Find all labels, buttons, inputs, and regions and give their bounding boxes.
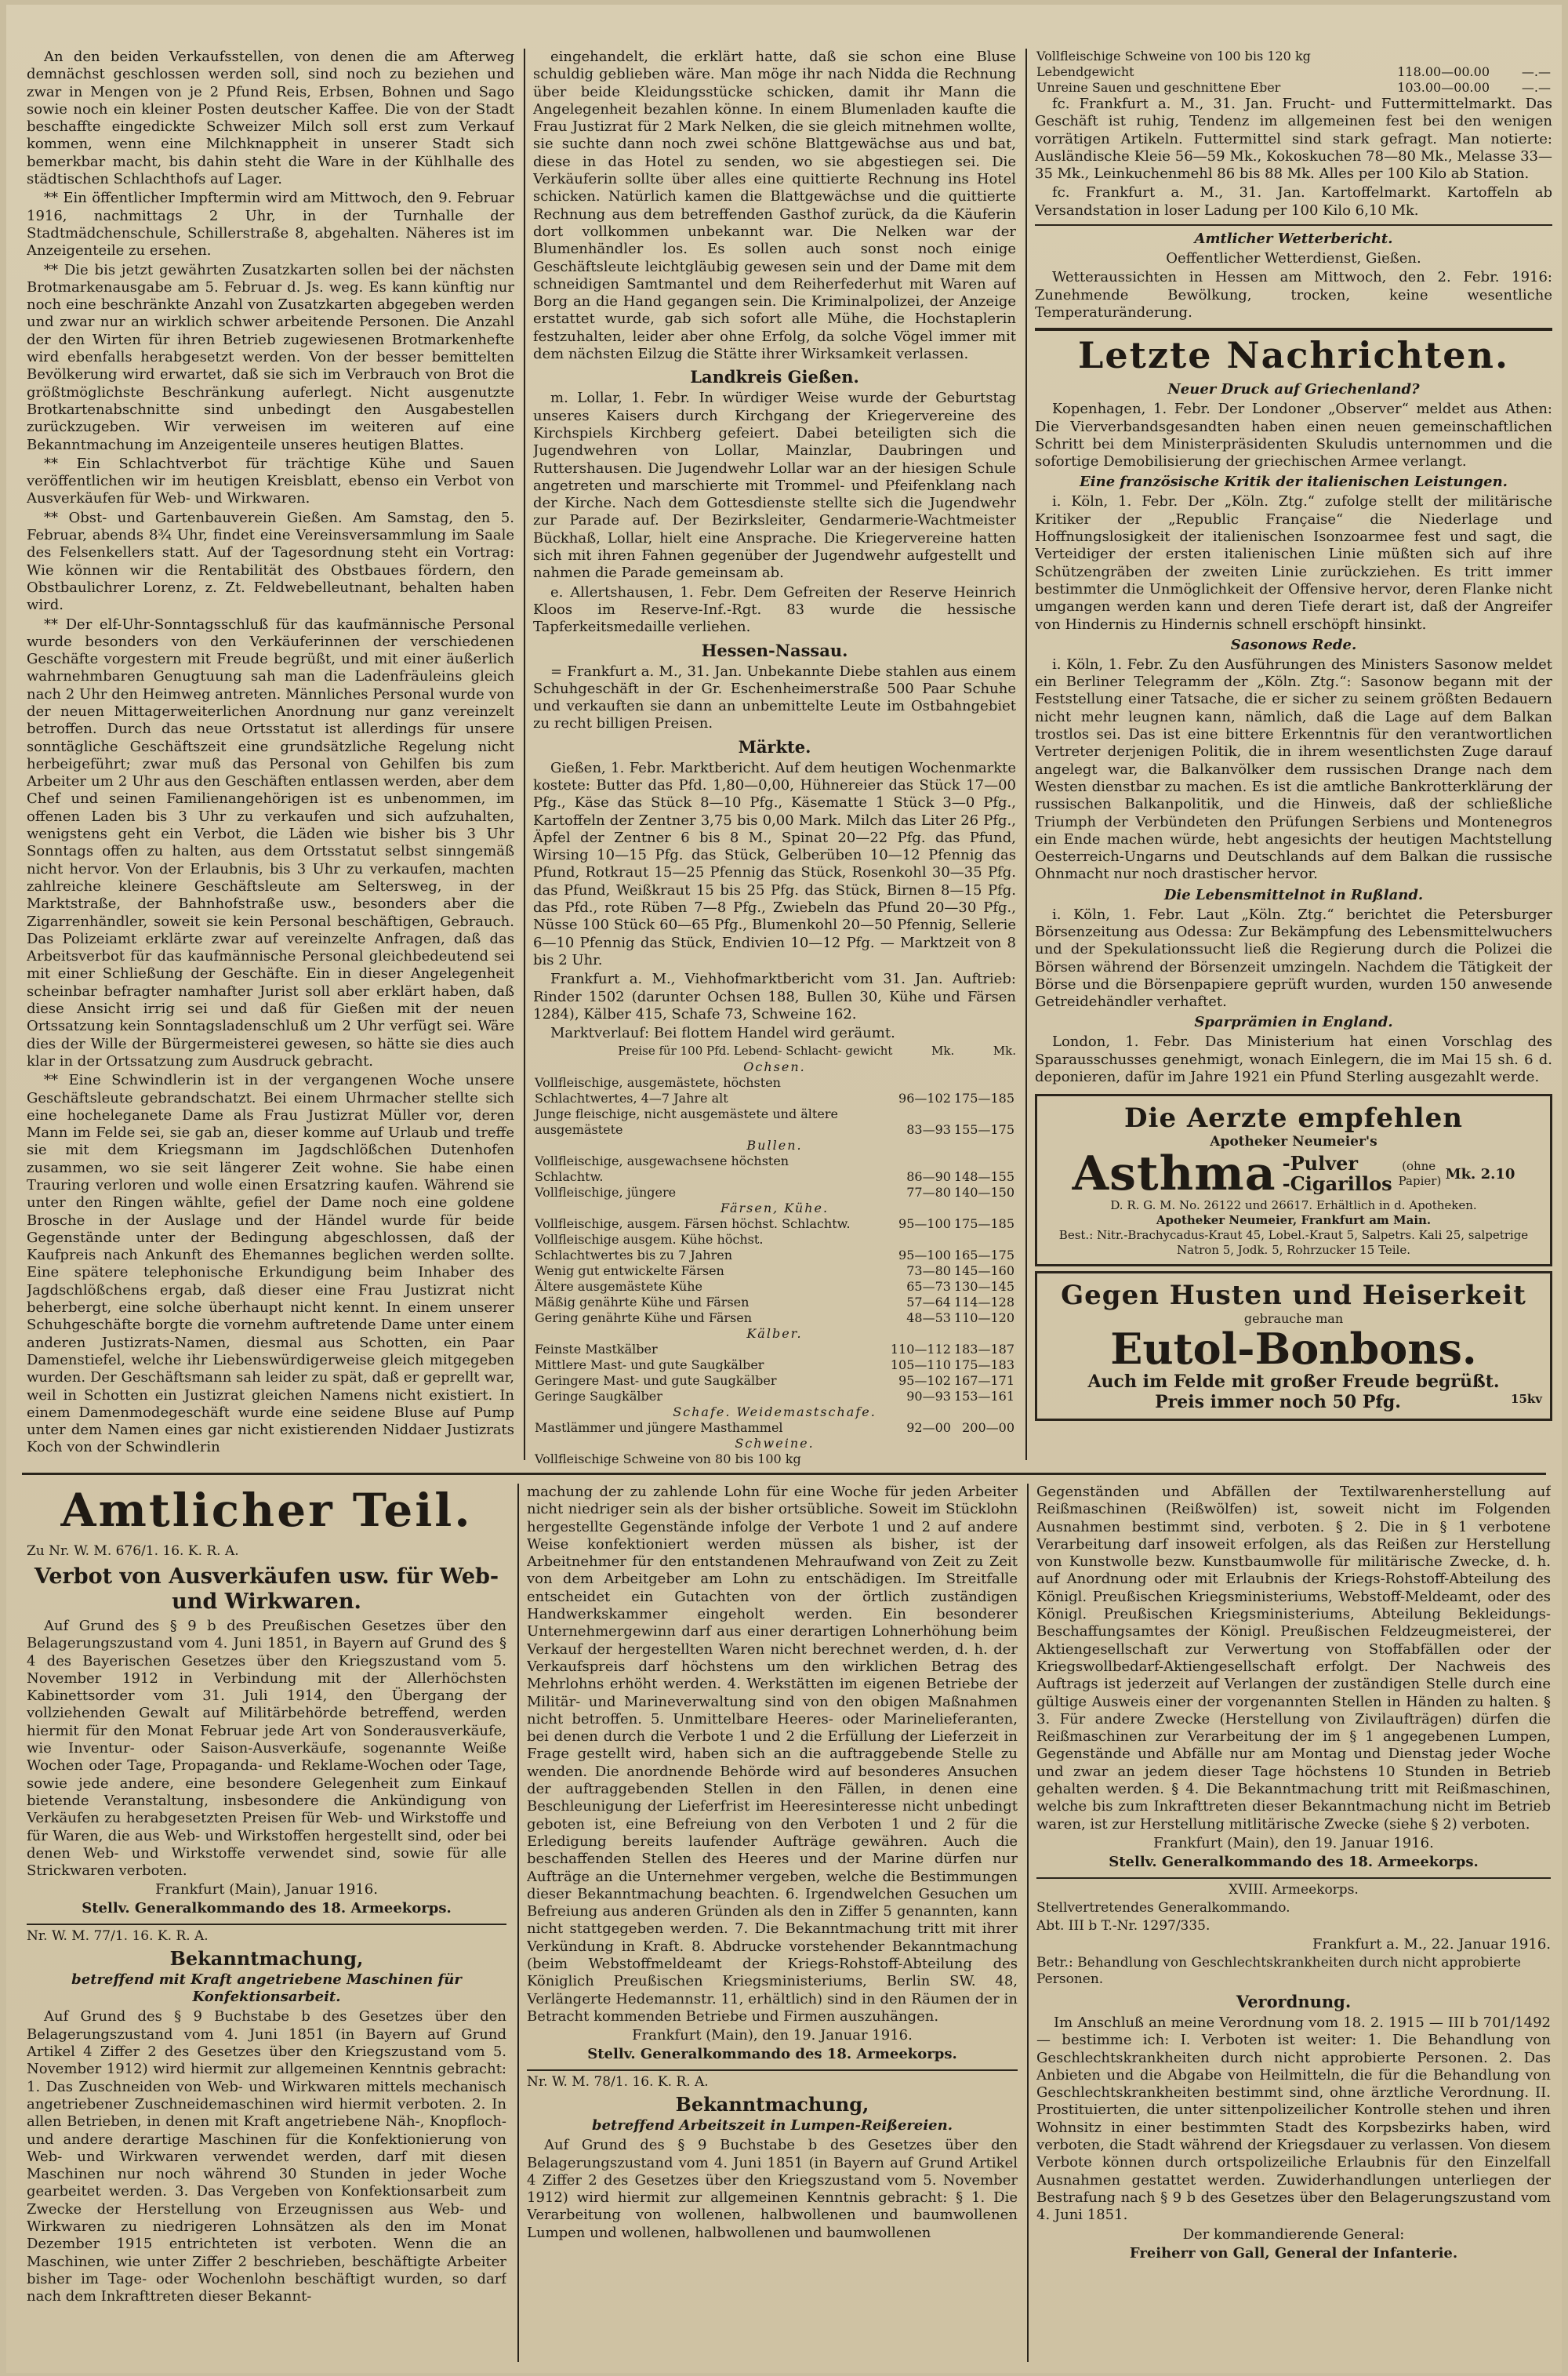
price-value: [953, 1451, 1016, 1468]
price-value: 175—185: [953, 1216, 1014, 1232]
price-label: Feinste Mastkälber: [535, 1342, 658, 1357]
news-paragraph: An den beiden Verkaufsstellen, von denen die am Afterweg demnächst geschlossen werden soll, sind noch zu beziehen und zwar in Mengen von je 2 Pfund Reis, Erbsen, Bohnen und Sago sowie noch ein kleiner Posten deutscher Kaffee. Die von der Stadt beschaffte eingedickte Schweizer Milch soll erst zum Verkauf kommen, wenn eine Milchknappheit in unserer Stadt sich bemerkbar macht, bis dahin steht die Ware in der Kühlhalle des städtischen Schlachthofs auf Lager.: [27, 49, 514, 188]
official-text-3-continued: Gegenständen und Abfällen der Textilwarenherstellung auf Reißmaschinen (Reißwölfen) ist, soweit nicht im Folgenden Ausnahmen bestimmt sind, verboten. § 2. Die in § 1 verbotene Verarbeitung darf insoweit erfolgen, als das Reißen zur Herstellung von Kunstwolle bezw. Kunstbaumwolle für militärische Zwecke, d. h. auf Anordnung oder mit Erlaubnis der Kriegs-Rohstoff-Abteilung des Königl. Preußischen Kriegsministeriums, Webstoff-Meldeamt, oder des Königl. Preußischen Kriegsministeriums, Abteilung Bekleidungs-Beschaffungsamtes der Königl. Preußischen Feldzeugmeisterei, der Aktiengesellschaft zur Verwertung von Stoffabfällen oder der Kriegswollbedarf-Aktiengesellschaft erfolgt. Der Nachweis des Auftrags ist jederzeit auf Verlangen der zuständigen Stelle durch eine gültige Ausweis einer der vorgenannten Stellen in Händen zu halten. § 3. Für andere Zwecke (Herstellung von Zivilaufträgen) dürfen die Reißmaschinen zur Verarbeitung der im § 1 angegebenen Lumpen, Gegenstände und Abfälle nur am Montag und Dienstag jeder Woche und zwar an jedem dieser Tage höchstens 10 Stunden in Betrieb gehalten werden. § 4. Die Bekanntmachung tritt mit Reißmaschinen, welche bis zum Inkrafttreten dieser Bekanntmachung nicht im Betrieb waren, ist zur Herstellung mitlitärische Zwecke (siehe § 2) verboten.: [1036, 1484, 1551, 1833]
latest-news-title: Letzte Nachrichten.: [1078, 334, 1509, 377]
official-date-4: Frankfurt a. M., 22. Januar 1916.: [1312, 1935, 1551, 1953]
price-table: [533, 1059, 1016, 1468]
ad-note: (ohne Papier): [1398, 1159, 1442, 1189]
maerkte-heading: Märkte.: [738, 736, 811, 757]
price-value: 167—171: [953, 1373, 1014, 1389]
price-label: Vollfleischige, jüngere: [535, 1185, 677, 1201]
price-row: [1035, 49, 1552, 80]
price-label: Vollfleischige Schweine von 100 bis 120 kg Lebendgewicht: [1036, 49, 1311, 79]
official-ref-4b: Stellvertretendes Generalkommando.: [1036, 1899, 1290, 1916]
ad2-line-2: Preis immer noch 50 Pfg.: [1155, 1392, 1401, 1413]
official-ref-4c: Abt. III b T.-Nr. 1297/335.: [1036, 1917, 1210, 1934]
price-section-label: Ochsen.: [743, 1059, 806, 1075]
price-label: Vollfleischige Schweine von 80 bis 100 kg: [535, 1451, 801, 1467]
price-header: [533, 1044, 1016, 1058]
price-label: Geringere Mast- und gute Saugkälber: [535, 1373, 777, 1389]
price-label: Geringe Saugkälber: [535, 1389, 662, 1404]
news-paragraph: ** Ein Schlachtverbot für trächtige Kühe und Sauen veröffentlichen wir im heutigen Kreisblatt, ebenso ein Verbot von Ausverkäufen für Web- und Wirkwaren.: [27, 455, 514, 507]
critique-heading: Eine französische Kritik der italienischen Leistungen.: [1080, 474, 1508, 491]
critique-text: i. Köln, 1. Febr. Der „Köln. Ztg.“ zufolge stellt der militärische Kritiker der „Republic Française“ die Niederlage und Hoffnungslosigkeit der italienischen Isonzoarmee fest und sagt, die Verteidiger der ersten italienischen Linie müßten sich auf ihre Schützengräben der zweiten Linie zurückziehen. Es tritt immer bestimmter die Unmöglichkeit der Offensive hervor, deren Flanke nicht umgangen werden kann und deren Tiefe derart ist, daß der Angreifer von Hindernis zu Hindernis schnell erschöpft hinsinkt.: [1035, 493, 1552, 633]
price-row: [533, 1451, 1016, 1468]
price-label: Gering genährte Kühe und Färsen: [535, 1310, 753, 1326]
news-paragraph: ** Ein öffentlicher Impftermin wird am Mittwoch, den 9. Februar 1916, nachmittags 2 Uhr, in der Turnhalle der Stadtmädchenschule, Schillerstraße 8, abgehalten. Näheres ist im Anzeigenteile zu ersehen.: [27, 190, 514, 260]
savings-text: London, 1. Febr. Das Ministerium hat einen Vorschlag des Sparausschusses genehmigt, wonach Einlegern, die im Mai 15 sh. 6 d. deponieren, dafür im Jahre 1921 ein Pfund Sterling ausgezahlt werde.: [1035, 1034, 1552, 1086]
market-paragraph: fc. Frankfurt a. M., 31. Jan. Kartoffelmarkt. Kartoffeln ab Versandstation in loser Ladung per 100 Kilo 6,10 Mk.: [1035, 184, 1552, 219]
official-text-3: Auf Grund des § 9 Buchstabe b des Gesetzes über den Belagerungszustand vom 4. Juni 1851 (in Bayern auf Grund Artikel 4 Ziffer 2 des Gesetzes über den Kriegszustand vom 5. November 1912) wird hiermit zur allgemeinen Kenntnis gebracht: § 1. Die Verarbeitung von wollenen, halbwollenen und baumwollenen Lumpen und wollenen, halbwollenen und baumwollenen: [527, 2137, 1018, 2241]
price-unit-1: Mk.: [931, 1044, 955, 1059]
newspaper-page: [6, 5, 1562, 2373]
ad-product-cigarillos: -Cigarillos: [1282, 1172, 1392, 1196]
price-row: [533, 1310, 1016, 1326]
news-paragraph: ** Eine Schwindlerin ist in der vergangenen Woche unsere Geschäftsleute gebrandschatzt. Bei einem Uhrmacher stellte sich eine hocheleganete Dame als Frau Justizrat Müller vor, deren Mann im Felde sei, sie gab an, dieser komme auf Urlaub und treffe sie mit dem Kriegsmann im Jagdschlößchen Dutenhofen zusammen, wo sie seit längerer Zeit wohne. Sie habe einen Trauring verloren und wolle einen Ersatzring kaufen. Während sie unter den Ringen wählte, gefiel der Dame noch eine goldene Brosche in der Auslage und der Händel wurde für beide Gegenstände unter der Bedingung abgeschlossen, daß der Kaufpreis nach Ankunft des Ehemannes beglichen werden sollte. Eine spätere telephonische Erkundigung beim Inhaber des Jagdschlößchens ergab, daß dieser eine Frau Justizrat nicht beherbergt, eine solche überhaupt nicht kennt. In einem unserer Schuhgeschäfte borgte die vornehm auftretende Dame unter einem anderen Justizrats-Namen, diesmal aus Schotten, ein Paar Damenstiefel, welche ihr Liebenswürdigerweise gleich mitgegeben wurden. Der Geschäftsmann sah leider zu spät, daß er geprellt war, weil in Schotten ein Justizrat gleichen Namens nicht existiert. In einem Damenmodegeschäft wurde eine seidene Bluse auf Pump unter dem Namen eines gar nicht existierenden Niddaer Justizrats Koch von der Schwindlerin: [27, 1072, 514, 1456]
official-ref-2: Nr. W. M. 77/1. 16. K. R. A.: [27, 1928, 209, 1945]
price-label: Vollfleischige, ausgem. Färsen höchst. Schlachtw.: [535, 1216, 851, 1232]
official-ref-4a: XVIII. Armeekorps.: [1229, 1881, 1359, 1898]
price-value: 48—53: [906, 1310, 951, 1326]
price-value: 114—128: [953, 1295, 1014, 1310]
price-value: 110—112: [890, 1342, 951, 1357]
price-value: 110—120: [953, 1310, 1014, 1326]
price-section-row: [533, 1326, 1016, 1342]
price-row: [533, 1153, 1016, 1185]
news-paragraph: ** Der elf-Uhr-Sonntagsschluß für das kaufmännische Personal wurde besonders von den Verkäuferinnen der verschiedenen Geschäfte vorgestern mit Freude begrüßt, und mit einer äußerlich wahrnehmbaren Genugtuung sah man die Ladenfräuleins gleich nach 2 Uhr den Heimweg antreten. Männliches Personal wurde von der neuen Mittagerweiterlichen Anordnung nur ganz vereinzelt betroffen. Durch das neue Ortsstatut ist allerdings für unsere sonntägliche Geschäftszeit eine grundsätzliche Regelung nicht herbeigeführt; zwar muß das Personal von Gehilfen bis zum Arbeiter um 2 Uhr aus den Geschäften entlassen werden, aber dem Chef und seinen Familienangehörigen ist es unbenommen, im offenen Laden bis 3 Uhr zu verkaufen und sich aufzuhalten, wenigstens geht ein Verbot, die Läden wie bisher bis 3 Uhr Sonntags offen zu halten, aus dem Ortsstatut selbst sinngemäß nicht hervor. Von der Erlaubnis, bis 3 Uhr zu verkaufen, machten zahlreiche kleinere Geschäftsleute am Seltersweg, in der Marktstraße, der Bahnhofstraße usw., besonders aber die Zigarrenhändler, soweit sie kein Personal beschäftigen, Gebrauch. Das Polizeiamt erklärte zwar auf vereinzelte Anfragen, daß das Arbeitsverbot für das kaufmännische Personal gleichbedeutend sei mit einer Schließung der Geschäfte. Ein in dieser Angelegenheit scheinbar befragter namhafter Jurist soll aber erklärt haben, daß diese Ansicht irrig sei und daß für Gießen mit der neuen Ortssatzung kein Sonntagsladenschluß um 2 Uhr verfügt sei. Wäre dies der Wille der Bürgermeisterei gewesen, so hätte sie dies auch klar in der Ortssatzung zum Ausdruck gebracht.: [27, 616, 514, 1070]
official-text-2-continued: machung der zu zahlende Lohn für eine Woche für jeden Arbeiter nicht niedriger sein als der bisher ortsübliche. Soweit im Stücklohn hergestellte Gegenstände infolge der Verbote 1 und 2 auf andere Weise konfektioniert werden müssen als bisher, ist der Arbeitnehmer für den entstandenen Mehraufwand von Zeit zu Zeit von dem Arbeitgeber am Lohn zu entschädigen. Im Streitfalle entscheidet ein Gutachten von der örtlich zuständigen Handwerkskammer eingeholt werden. Ein besonderer Unternehmergewinn darf aus einer derartigen Lohnerhöhung beim Verkauf der hergestellten Waren nicht berechnet werden, d. h. der Verkaufspreis darf höchstens um den wirklichen Betrag des Mehrlohns erhöht werden. 4. Werkstätten im eigenen Betriebe der Militär- und Marineverwaltung sind von den obigen Maßnahmen nicht betroffen. 5. Unmittelbare Heeres- oder Marinelieferanten, bei denen durch die Verbote 1 und 2 die Erfüllung der Lieferzeit in Frage gestellt wird, haben sich an die auftraggebende Stelle zu wenden. Die anordnende Behörde wird auf besonderes Ansuchen der auftraggebenden Stellen in den Fällen, in denen eine Beschleunigung der Lieferfrist im Heeresinteresse nicht unbedingt geboten ist, eine Befreiung von den Verboten 1 und 2 für die Erledigung bereits laufender Aufträge gewähren. Auch die beschaffenden Stellen des Heeres und der Marine dürfen nur Aufträge an die Unternehmer vergeben, welche die Bestimmungen dieser Bekanntmachung beachten. 6. Irgendwelchen Gesuchen um Befreiung aus anderen Gründen als den in Ziffer 5 genannten, kann nicht stattgegeben werden. 7. Die Bekanntmachung tritt mit ihrer Verkündung in Kraft. 8. Abdrucke vorstehender Bekanntmachung (beim Webstoffmeldeamt der Kriegs-Rohstoff-Abteilung des Königlich Preußischen Kriegsministeriums, Berlin SW. 48, Verlängerte Hedemannstr. 11, erhältlich) sind in den Räumen der in Betracht kommenden Betriebe und Firmen auszuhängen.: [527, 1484, 1018, 2025]
price-section-row: [533, 1201, 1016, 1216]
official-signature-1: Stellv. Generalkommando des 18. Armeekorps.: [82, 1900, 452, 1917]
price-row: [533, 1295, 1016, 1310]
official-date-3: Frankfurt (Main), den 19. Januar 1916.: [1153, 1834, 1434, 1851]
price-label: Vollfleischige ausgem. Kühe höchst. Schlachtwertes bis zu 7 Jahren: [535, 1232, 764, 1263]
official-general-name: Freiherr von Gall, General der Infanterie.: [1129, 2244, 1458, 2262]
price-label: Mastlämmer und jüngere Masthammel: [535, 1420, 783, 1436]
price-value: 86—90: [906, 1169, 951, 1185]
price-value: 200—00: [962, 1420, 1014, 1436]
official-signature-2: Stellv. Generalkommando des 18. Armeekorps.: [587, 2046, 957, 2063]
ad-line-2: Apotheker Neumeier, Frankfurt am Main.: [1156, 1213, 1432, 1228]
price-value: 96—102: [898, 1091, 951, 1106]
price-row: [533, 1106, 1016, 1138]
official-text-1: Auf Grund des § 9 b des Preußischen Gesetzes über den Belagerungszustand vom 4. Juni 1851, in Bayern auf Grund des § 4 des Bayerischen Gesetzes über den Kriegszustand vom 5. November 1912 in Verbindung mit der Allerhöchsten Kabinettsorder vom 31. Juli 1914, den Übergang der vollziehenden Gewalt auf Militärbehörde betreffend, werden hiermit für den Monat Februar jede Art von Sonderausverkäufe, wie Inventur- oder Saison-Ausverkäufe, sogenannte Weiße Wochen oder Tage, Propaganda- und Reklame-Wochen oder Tage, sowie jede andere, eine besondere Gelegenheit zum Einkauf bietende Veranstaltung, insbesondere die Ankündigung von Verkäufen zu herabgesetzten Preisen für Web- und Wirkstoffe und für Waren, die aus Web- und Wirkstoffen hergestellt sind, oder bei denen Web- und Wirkstoffe verwendet sind, sowie für alle Strickwaren verboten.: [27, 1618, 506, 1880]
price-row: [1035, 80, 1552, 96]
official-column-3: [1036, 1484, 1551, 2362]
price-row: [533, 1389, 1016, 1404]
price-label: Junge fleischige, nicht ausgemästete und ältere ausgemästete: [535, 1106, 838, 1138]
price-label: Vollfleischige, ausgewachsene höchsten Schlachtw.: [535, 1153, 789, 1185]
price-row: [533, 1185, 1016, 1201]
hessen-heading: Hessen-Nassau.: [701, 640, 848, 660]
price-label: Wenig gut entwickelte Färsen: [535, 1263, 724, 1279]
market-paragraph: Frankfurt a. M., Viehhofmarktbericht vom 31. Jan. Auftrieb: Rinder 1502 (darunter Ochsen 188, Bullen 30, Kühe und Färsen 1284), Kälber 415, Schafe 73, Schweine 162.: [533, 971, 1016, 1023]
price-label: Ältere ausgemästete Kühe: [535, 1279, 703, 1295]
column-rule: [517, 1484, 519, 2362]
price-label: Mäßig genährte Kühe und Färsen: [535, 1295, 750, 1310]
official-subject: Betr.: Behandlung von Geschlechtskrankheiten durch nicht approbierte Personen.: [1036, 1954, 1521, 1987]
official-signature-3: Stellv. Generalkommando des 18. Armeekorps.: [1109, 1853, 1479, 1870]
official-column-2: [527, 1484, 1018, 2362]
price-value: 165—175: [953, 1248, 1014, 1263]
news-paragraph: m. Lollar, 1. Febr. In würdiger Weise wurde der Geburtstag unseres Kaisers durch Kirchgang der Kriegervereine des Kirchspiels Kirchberg gefeiert. Dabei beteiligten sich die Jugendwehren von Lollar, Mainzlar, Daubringen und Ruttershausen. Die Jugendwehr Lollar war an der hiesigen Schule angetreten und marschierte mit Trommel- und Pfeifenklang nach der Kirche. Nach dem Gottesdienste stellte sich die Jugendwehr zur Parade auf. Der Bezirksleiter, Gendarmerie-Wachtmeister Bückhaß, Lollar, hielt eine Ansprache. Die Kriegervereine hatten sich mit ihren Fahnen gegenüber der Jugendwehr aufgestellt und nahmen die Parade gemeinsam ab.: [533, 390, 1016, 582]
sasonow-heading: Sasonows Rede.: [1230, 636, 1357, 653]
price-value: 148—155: [953, 1169, 1014, 1185]
weather-heading: Amtlicher Wetterbericht.: [1194, 231, 1393, 248]
market-paragraph: fc. Frankfurt a. M., 31. Jan. Frucht- und Futtermittelmarkt. Das Geschäft ist ruhig, Tendenz im allgemeinen fest bei den wenigen vorrätigen Artikeln. Futtermittel sind stark gefragt. Man notierte: Ausländische Kleie 56—59 Mk., Kokoskuchen 78—80 Mk., Melasse 33—35 Mk., Leinkuchenmehl 86 bis 88 Mk. Alles per 100 Kilo ab Station.: [1035, 96, 1552, 183]
price-section-label: Schafe. Weidemastschafe.: [673, 1404, 877, 1420]
price-label: Unreine Sauen und geschnittene Eber: [1036, 80, 1281, 95]
official-date-2: Frankfurt (Main), den 19. Januar 1916.: [632, 2027, 913, 2044]
official-general-title: Der kommandierende General:: [1182, 2225, 1405, 2243]
official-text-4: Im Anschluß an meine Verordnung vom 18. 2. 1915 — III b 701/1492 — bestimme ich: I. Verboten ist weiter: 1. Die Behandlung von Geschlechtskrankheiten durch nicht approbierte Personen. 2. Das Anbieten und die Abgabe von Heilmitteln, die für die Behandlung von Geschlechtskrankheiten bestimmt sind, ohne ärztliche Verordnung. II. Prostituierten, die unter sittenpolizeilicher Kontrolle stehen und ihren Wohnsitz in einer bestimmten Stadt des Korpsbezirks haben, wird verboten, die Stadt während der Kriegsdauer zu verlassen. Von diesem Verbote können durch ortspolizeiliche Erlaubnis für den Einzelfall Ausnahmen gestattet werden. Zuwiderhandlungen unterliegen der Bestrafung nach § 9 b des Gesetzes über den Belagerungszustand vom 4. Juni 1851.: [1036, 2014, 1551, 2224]
landkreis-paragraphs: [533, 390, 1016, 636]
price-section-row: [533, 1138, 1016, 1153]
market-paragraph: Gießen, 1. Febr. Marktbericht. Auf dem heutigen Wochenmarkte kostete: Butter das Pfd. 1,80—0,00, Hühnereier das Stück 17—00 Pfg., Käse das Stück 8—10 Pfg., Käsematte 1 Stück 3—0 Pfg., Kartoffeln der Zentner 3,75 bis 0,00 Mark. Milch das Liter 26 Pfg., Äpfel der Zentner 6 bis 8 M., Spinat 20—22 Pfg. das Pfund, Wirsing 10—15 Pfg. das Stück, Gelberüben 10—12 Pfennig das Pfund, Rotkraut 15—25 Pfennig das Stück, Rosenkohl 30—35 Pfg. das Pfund, Weißkraut 15 bis 25 Pfg. das Stück, Birnen 8—15 Pfg. das Pfd., rote Rüben 7—8 Pfg., Zwiebeln das Pfund 20—30 Pfg., Nüsse 100 Stück 60—65 Pfg., Blumenkohl 20—50 Pfennig, Sellerie 6—10 Pfennig das Stück, Endivien 10—12 Pfg. — Marktzeit von 8 bis 2 Uhr.: [533, 759, 1016, 968]
ad-product-powder: -Pulver: [1282, 1152, 1359, 1175]
price-value: 130—145: [953, 1279, 1014, 1295]
price-section-row: [533, 1059, 1016, 1075]
ad2-code: 15kv: [1511, 1392, 1542, 1407]
ad-price: Mk. 2.10: [1445, 1165, 1515, 1183]
price-section-row: [533, 1436, 1016, 1451]
official-heading-3: Bekanntmachung,: [675, 2093, 869, 2116]
price-value: 155—175: [953, 1122, 1014, 1138]
food-heading: Die Lebensmittelnot in Rußland.: [1163, 886, 1424, 903]
greece-heading: Neuer Druck auf Griechenland?: [1167, 381, 1420, 398]
official-subheading-3: betreffend Arbeitszeit in Lumpen-Reißereien.: [592, 2117, 953, 2134]
price-value: 92—00: [906, 1420, 951, 1436]
section-rule: [22, 1473, 1546, 1475]
price-section-label: Kälber.: [746, 1326, 803, 1342]
maerkte-paragraphs: [533, 760, 1016, 1043]
price-section-label: Färsen, Kühe.: [720, 1201, 829, 1216]
official-date-1: Frankfurt (Main), Januar 1916.: [155, 1881, 378, 1898]
weather-subheading: Oeffentlicher Wetterdienst, Gießen.: [1166, 250, 1421, 267]
price-table-continued: [1035, 49, 1552, 96]
official-heading-4: Verordnung.: [1236, 1991, 1352, 2011]
price-value: 77—80: [906, 1185, 951, 1201]
market-paragraphs: [1035, 96, 1552, 220]
middle-column: [533, 49, 1016, 1468]
price-value: 153—161: [953, 1389, 1014, 1404]
ad-headline: Die Aerzte empfehlen: [1124, 1103, 1463, 1135]
price-row: [533, 1357, 1016, 1373]
price-value: 73—80: [906, 1263, 951, 1279]
middle-paragraphs: [533, 49, 1016, 363]
column-rule: [1025, 49, 1027, 1460]
price-value: 65—73: [906, 1279, 951, 1295]
ad2-line-1: Auch im Felde mit großer Freude begrüßt.: [1087, 1371, 1500, 1393]
price-value: —.—: [1521, 80, 1551, 95]
ad-brand: Asthma: [1072, 1146, 1276, 1202]
price-row: [533, 1420, 1016, 1436]
price-value: 95—100: [898, 1216, 951, 1232]
price-row: [533, 1216, 1016, 1232]
asthma-advertisement: [1035, 1094, 1552, 1266]
official-section-title: Amtlicher Teil.: [60, 1484, 473, 1537]
landkreis-heading: Landkreis Gießen.: [690, 367, 859, 387]
price-value: 183—187: [953, 1342, 1014, 1357]
news-paragraph: ** Obst- und Gartenbauverein Gießen. Am Samstag, den 5. Februar, abends 8¾ Uhr, findet eine Vereinsversammlung im Saale des Felsenkellers statt. Auf der Tagesordnung steht ein Vortrag: Wie können wir die Rentabilität des Obstbaues fördern, den Obstbaulichrer Lorenz, z. Zt. Feldwebelleutnant, behalten haben wird.: [27, 509, 514, 614]
price-row: [533, 1232, 1016, 1263]
price-value: 57—64: [906, 1295, 951, 1310]
ad-line-1: D. R. G. M. No. 26122 und 26617. Erhältlich in d. Apotheken.: [1110, 1198, 1477, 1213]
right-column: [1035, 49, 1552, 1468]
ad2-brand: Eutol-Bonbons.: [1110, 1324, 1477, 1375]
price-row: [533, 1342, 1016, 1357]
price-section-label: Bullen.: [746, 1138, 803, 1153]
price-value: 140—150: [953, 1185, 1014, 1201]
section-rule: [1035, 224, 1552, 226]
price-value: 95—102: [898, 1373, 951, 1389]
ad2-headline: Gegen Husten und Heiserkeit: [1061, 1280, 1526, 1312]
price-unit-2: Mk.: [993, 1044, 1016, 1059]
official-heading-2: Bekanntmachung,: [169, 1947, 364, 1971]
ad-line-3: Best.: Nitr.-Brachycadus-Kraut 45, Lobel.-Kraut 5, Salpetrs. Kali 25, salpetrige Natron 5, Jodk. 5, Rohrzucker 15 Teile.: [1058, 1228, 1529, 1258]
left-paragraphs: [27, 49, 514, 1457]
food-text: i. Köln, 1. Febr. Laut „Köln. Ztg.“ berichtet die Petersburger Börsenzeitung aus Odessa: Zur Bekämpfung des Lebensmittelwuchers und der Spekulationssucht ließ die Regierung durch die Polizei die Börsen während der Börsenzeit umzingeln. Nachdem die Tätigkeit der Börse und die Börsenpapiere geprüft wurden, wurden 150 anwesende Getreidehändler verhaftet.: [1035, 906, 1552, 1011]
price-label: Vollfleischige, ausgemästete, höchsten Schlachtwertes, 4—7 Jahre alt: [535, 1075, 781, 1106]
price-value: 118.00—00.00: [1397, 64, 1490, 79]
hessen-paragraph: = Frankfurt a. M., 31. Jan. Unbekannte Diebe stahlen aus einem Schuhgeschäft in der Gr. Eschenheimerstraße 500 Paar Schuhe und verkauften sie dann an unbemittelte Leute im Ostbahngebiet zu recht billigen Preisen.: [533, 663, 1016, 732]
price-value: 83—93: [906, 1122, 951, 1138]
price-value: 103.00—00.00: [1397, 80, 1490, 95]
price-row: [533, 1279, 1016, 1295]
price-value: 95—100: [898, 1248, 951, 1263]
price-row: [533, 1373, 1016, 1389]
price-header-text: Preise für 100 Pfd. Lebend- Schlacht- gewicht: [618, 1044, 893, 1059]
greece-text: Kopenhagen, 1. Febr. Der Londoner „Observer“ meldet aus Athen: Die Vierverbandsgesandten haben einen neuen gemeinschaftlichen Schritt bei dem Ministerpräsidenten Skuludis unternommen und die sofortige Demobilisierung der griechischen Armee verlangt.: [1035, 401, 1552, 470]
price-section-label: Schweine.: [735, 1436, 815, 1451]
price-value: —.—: [1521, 64, 1551, 79]
price-value: 175—183: [953, 1357, 1014, 1373]
price-section-row: [533, 1404, 1016, 1420]
eutol-advertisement: [1035, 1271, 1552, 1421]
column-rule: [524, 49, 525, 1460]
market-paragraph: Marktverlauf: Bei flottem Handel wird geräumt.: [550, 1025, 895, 1042]
column-rule: [1027, 1484, 1029, 2362]
weather-text: Wetteraussichten in Hessen am Mittwoch, den 2. Febr. 1916: Zunehmende Bewölkung, trocken, keine wesentliche Temperaturänderung.: [1035, 269, 1552, 321]
price-row: [533, 1075, 1016, 1106]
news-paragraph: eingehandelt, die erklärt hatte, daß sie schon eine Bluse schuldig geblieben wäre. Man möge ihr nach Nidda die Rechnung über beide Kleidungsstücke schicken, damit ihr Mann die Angelegenheit bezahlen könne. In einem Blumenladen kaufte die Frau Justizrat für 2 Mark Nelken, die sie gleich mitnehmen wollte, sie suchte dann noch zwei schöne Blattgewächse aus und bat, diese in das Hotel zu senden, wo sie abgestiegen sei. Die Verkäuferin sollte über alles eine quittierte Rechnung ins Hotel schicken. Natürlich kamen die Blattgewächse und die quittierte Rechnung aus dem betreffenden Gasthof zurück, da die Käuferin dort vollkommen unbekannt war. Die Nelken war der Blumenhändler los. Es sollen auch sonst noch einige Geschäftsleute leichtgläubig gewesen sein und der Dame mit dem schneidigen Samtmantel und dem Reiherfederhut mit Waren auf Borg an die Hand gegangen sein. Die Kriminalpolizei, der Anzeige erstattet wurde, gab sich sofort alle Mühe, die Hochstaplerin festzuhalten, leider aber ohne Erfolg, da solche Vögel immer mit dem nächsten Eilzug die Stätte ihrer Wirksamkeit verlassen.: [533, 49, 1016, 363]
official-heading-1: Verbot von Ausverkäufen usw. für Web- und Wirkwaren.: [34, 1564, 499, 1614]
official-subheading-2: betreffend mit Kraft angetriebene Maschinen für Konfektionsarbeit.: [71, 1971, 462, 2006]
left-column: [27, 49, 514, 1468]
official-text-2: Auf Grund des § 9 Buchstabe b des Gesetzes über den Belagerungszustand vom 4. Juni 1851 (in Bayern auf Grund Artikel 4 Ziffer 2 des Gesetzes über den Kriegszustand vom 5. November 1912) wird hiermit zur allgemeinen Kenntnis gebracht: 1. Das Zuschneiden von Web- und Wirkwaren mittels mechanisch angetriebener Zuschneidemaschinen wird hiermit verboten. 2. In allen Betrieben, in denen mit Kraft angetriebene Näh-, Knopfloch- und andere derartige Maschinen für die Konfektionierung von Web- und Wirkwaren verwendet werden, darf mit diesen Maschinen nur noch während 30 Stunden in jeder Woche gearbeitet werden. 3. Das Vergeben von Konfektionsarbeit zum Zwecke der Herstellung von Erzeugnissen aus Web- und Wirkwaren zu niedrigeren Lohnsätzen als den im Monat Dezember 1915 entrichteten ist verboten. Wenn die an Maschinen, wie unter Ziffer 2 beschrieben, beschäftigte Arbeiter bisher im Tage- oder Wochenlohn beschäftigt wurden, so darf nach dem Inkrafttreten dieser Bekannt-: [27, 2008, 506, 2305]
sasonow-text: i. Köln, 1. Febr. Zu den Ausführungen des Ministers Sasonow meldet ein Berliner Telegramm der „Köln. Ztg.“: Sasonow begann mit der Feststellung einer Tatsache, die er sicher zu seinem größten Bedauern nicht mehr leugnen kann, nämlich, daß die Lage auf dem Balkan trostlos sei. Das ist eine bittere Erkenntnis für den verantwortlichen Vertreter derjenigen Politik, die in ihrem wesentlichsten Zuge darauf angelegt war, die Balkanvölker dem russischen Drange nach dem Westen dienstbar zu machen. Es ist die amtliche Bankrotterklärung der russischen Balkanpolitik, und die Hinweis, daß der schließliche Triumph der Verbündeten den Prüfungen Serbiens und Montenegros ein Ende machen würde, hebt angesichts der heutigen Machtstellung Oesterreich-Ungarns und Deutschlands auf dem Balkan die russische Ohnmacht nur noch drastischer hervor.: [1035, 656, 1552, 883]
price-value: 175—185: [953, 1091, 1014, 1106]
news-paragraph: e. Allertshausen, 1. Febr. Dem Gefreiten der Reserve Heinrich Kloos im Reserve-Inf.-Rgt. 83 wurde die hessische Tapferkeitsmedaille verliehen.: [533, 583, 1016, 636]
price-value: [857, 1451, 953, 1468]
price-row: [533, 1263, 1016, 1279]
official-column-1: [27, 1484, 506, 2362]
ad2-sub: gebrauche man: [1243, 1311, 1344, 1327]
official-ref-3: Nr. W. M. 78/1. 16. K. R. A.: [527, 2074, 709, 2091]
ad-maker: Apotheker Neumeier's: [1210, 1134, 1377, 1150]
official-ref-1: Zu Nr. W. M. 676/1. 16. K. R. A.: [27, 1543, 239, 1559]
news-paragraph: ** Die bis jetzt gewährten Zusatzkarten sollen bei der nächsten Brotmarkenausgabe am 5. Februar d. Js. weg. Es kann künftig nur noch eine beschränkte Anzahl von Zusatzkarten abgegeben werden und zwar nur an wirklich schwer arbeitende Personen. Die Anzahl der den Wirten für ihren Betrieb zugewiesenen Brotmarkenhefte wird ebenfalls herabgesetzt werden. Von der besser bemittelten Bevölkerung wird erwartet, daß sie sich im Verbrauch von Brot die größtmöglichste Beschränkung auferlegt. Nicht ausgenutzte Brotkartenabschnitte sind unbedingt den Ausgabestellen zurückzugeben. Wir verweisen im weiteren auf eine Bekanntmachung im Anzeigenteile unseres heutigen Blattes.: [27, 261, 514, 453]
savings-heading: Sparprämien in England.: [1194, 1014, 1393, 1031]
price-value: 145—160: [953, 1263, 1014, 1279]
price-value: 105—110: [890, 1357, 951, 1373]
price-label: Mittlere Mast- und gute Saugkälber: [535, 1357, 764, 1373]
price-value: 90—93: [906, 1389, 951, 1404]
section-rule: [1035, 328, 1552, 331]
